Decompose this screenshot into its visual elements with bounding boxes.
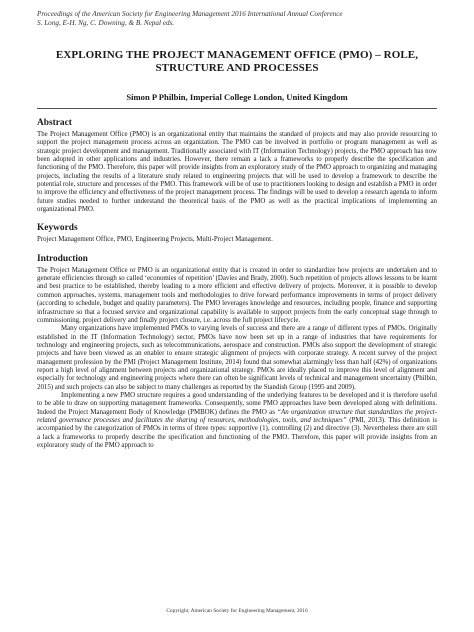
header-proceedings: Proceedings of the American Society for Engineering Management 2016 International Annual Conference: [37, 10, 343, 18]
intro-p3-text-a: Implementing a new PMO structure requires a good understanding of the underlying features to be developed and it is therefore useful to be able to draw on supporting management frameworks. Consequently, some PMO approaches have been developed along with definitions. Indeed the Project Management Body of Knowledge (PMBOK) defines the PMO as: [37, 391, 437, 416]
pmbok-definition-quote: “An organization structure that standardizes the project-related governance processes and facilitates the sharing of resources, methodologies, tools, and techniques”: [37, 408, 437, 424]
intro-paragraph-3: [37, 392, 437, 450]
paper-title: EXPLORING THE PROJECT MANAGEMENT OFFICE (PMO) – ROLE, STRUCTURE AND PROCESSES: [55, 49, 419, 74]
keywords-text: Project Management Office, PMO, Engineering Projects, Multi-Project Management.: [37, 236, 273, 244]
intro-paragraph-2: Many organizations have implemented PMOs to varying levels of success and there are a range of different types of PMOs. Originally established in the IT (Information Technology) sector, PMOs have now been set up in a range of industries that have requirements for technology and engineering projects, such as telecommunications, aerospace and construction. PMOs also support the development of strategic projects and have been viewed as an enabler to ensure strategic alignment of projects with corporate strategy. A recent survey of the project management profession by the PMI (Project Management Institute, 2014) found that somewhat alarmingly less than half (42%) of organizations report a high level of alignment between projects and organizational strategy. PMOs are ideally placed to improve this level of alignment and especially for technology and engineering projects where there can often be significant levels of technical and management uncertainty (Philbin, 2015) and such projects can also be subject to many challenges as reported by the Standish Group (1995 and 2009).: [37, 325, 437, 391]
title-divider: [37, 108, 437, 109]
keywords-heading: Keywords: [37, 223, 78, 234]
intro-paragraph-1: The Project Management Office or PMO is an organizational entity that is created in order to standardize how projects are undertaken and to generate efficiencies through so called ‘economies of repetition’ (Davies and Brady, 2000). Such repetition of projects allows lessons to be learnt and best practice to be established, thereby leading to a more efficient and effective delivery of projects. Moreover, it is possible to develop common approaches, systems, management tools and methodologies to drive forward performance improvements in terms of project delivery (according to schedule, budget and quality parameters). The PMO leverages knowledge and resources, including people, finance and supporting infrastructure so that a focused service and organizational capability is available to support projects from the early conceptual stage through to commissioning, project delivery and finally project closure, i.e. across the full project lifecycle.: [37, 266, 437, 324]
copyright-footer: Copyright, American Society for Engineering Management, 2016: [166, 608, 308, 614]
abstract-text: The Project Management Office (PMO) is an organizational entity that maintains the standard of projects and may also provide resourcing to support the project management process across an organization. The PMO can be involved in portfolio or program management as well as strategic project development and management. Traditionally associated with IT (Information Technology) projects, the PMO approach has now been adopted in other applications and industries. However, there remain a lack a frameworks to properly describe the specification and functioning of the PMO. Therefore, this paper will provide insights from an exploratory study of the PMO approach to organizing and managing projects, including the results of a literature study related to engineering projects that will be used to develop a framework to describe the potential role, structure and processes of the PMO. This framework will be of use to practitioners looking to design and establish a PMO in order to improve the efficiency and effectiveness of the project management process. The findings will be used to develop a research agenda to inform future studies needed to further understand the theoretical basis of the PMO as well as the practical implications of implementing an organizational PMO.: [37, 131, 437, 214]
conference-header: [37, 10, 437, 28]
abstract-heading: Abstract: [37, 118, 72, 128]
header-editors: S. Long, E-H. Ng, C. Downing, & B. Nepal eds.: [37, 19, 175, 27]
introduction-heading: Introduction: [37, 253, 88, 264]
author-line: Simon P Philbin, Imperial College London, United Kingdom: [126, 92, 348, 102]
intro-p3-text-b: (PMI, 2013). This definition is accompanied by the categorization of PMOs in terms of three types: supportive (1), controlling (2) and directive (3). Nevertheless there are still a lack a frameworks to properly describe the specification and functioning of the PMO. Therefore, this paper will provide insights from an exploratory study of the PMO approach to: [37, 416, 438, 449]
